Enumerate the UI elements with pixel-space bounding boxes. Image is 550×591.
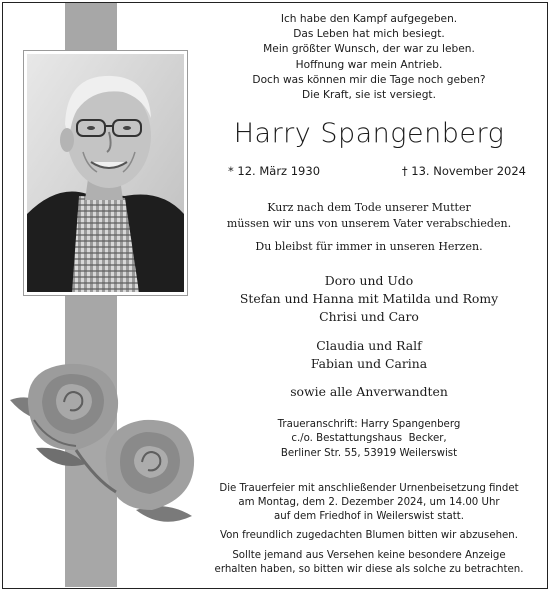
portrait-photo bbox=[27, 54, 184, 292]
announcement-line: müssen wir uns von unserem Vater verabschieden. bbox=[226, 216, 512, 230]
ceremony-info bbox=[196, 482, 542, 524]
poem-line: Mein größter Wunsch, der war zu leben. bbox=[263, 43, 475, 56]
address-line: Berliner Str. 55, 53919 Weilerswist bbox=[280, 447, 458, 459]
rose-right bbox=[106, 420, 194, 510]
birth-date: * 12. März 1930 bbox=[228, 164, 321, 178]
roses-illustration bbox=[6, 360, 198, 536]
poem-line: Hoffnung war mein Antrieb. bbox=[295, 58, 443, 71]
poem-line: Die Kraft, sie ist versiegt. bbox=[302, 89, 436, 102]
mourner-line: Claudia und Ralf bbox=[316, 338, 422, 353]
flowers-note: Von freundlich zugedachten Blumen bitten wir abzusehen. bbox=[219, 530, 519, 541]
rose-left bbox=[28, 364, 118, 450]
remembrance-text: Du bleibst für immer in unseren Herzen. bbox=[255, 240, 483, 253]
mourner-line: Fabian und Carina bbox=[310, 356, 428, 372]
mourners-group-1 bbox=[196, 272, 542, 327]
death-date: † 13. November 2024 bbox=[401, 164, 526, 178]
notice bbox=[196, 549, 542, 577]
mourning-address bbox=[196, 418, 542, 461]
address-line: Traueranschrift: Harry Spangenberg bbox=[277, 419, 461, 430]
relatives-text: sowie alle Anverwandten bbox=[290, 384, 448, 399]
mourner-line: Doro und Udo bbox=[324, 273, 414, 288]
deceased-name: Harry Spangenberg bbox=[233, 118, 505, 149]
ceremony-line: am Montag, dem 2. Dezember 2024, um 14.00 Uhr bbox=[238, 497, 500, 508]
notice-line: Sollte jemand aus Versehen keine besondere Anzeige bbox=[232, 550, 506, 561]
poem-line: Ich habe den Kampf aufgegeben. bbox=[280, 13, 458, 25]
announcement-line: Kurz nach dem Tode unserer Mutter bbox=[267, 201, 471, 214]
mourner-line: Stefan und Hanna mit Matilda und Romy bbox=[239, 291, 499, 307]
mourner-line: Chrisi und Caro bbox=[319, 309, 419, 325]
notice-line: erhalten haben, so bitten wir diese als solche zu betrachten. bbox=[214, 564, 524, 576]
ceremony-line: auf dem Friedhof in Weilerswist statt. bbox=[274, 511, 464, 522]
announcement bbox=[196, 200, 542, 231]
portrait-frame bbox=[23, 50, 188, 296]
poem bbox=[196, 12, 542, 103]
ceremony-line: Die Trauerfeier mit anschließender Urnenbeisetzung findet bbox=[219, 483, 519, 494]
mourners-group-2 bbox=[196, 337, 542, 373]
poem-line: Das Leben hat mich besiegt. bbox=[293, 28, 445, 41]
address-line: c./o. Bestattungshaus Becker, bbox=[291, 433, 447, 445]
poem-line: Doch was können mir die Tage noch geben? bbox=[252, 73, 486, 86]
